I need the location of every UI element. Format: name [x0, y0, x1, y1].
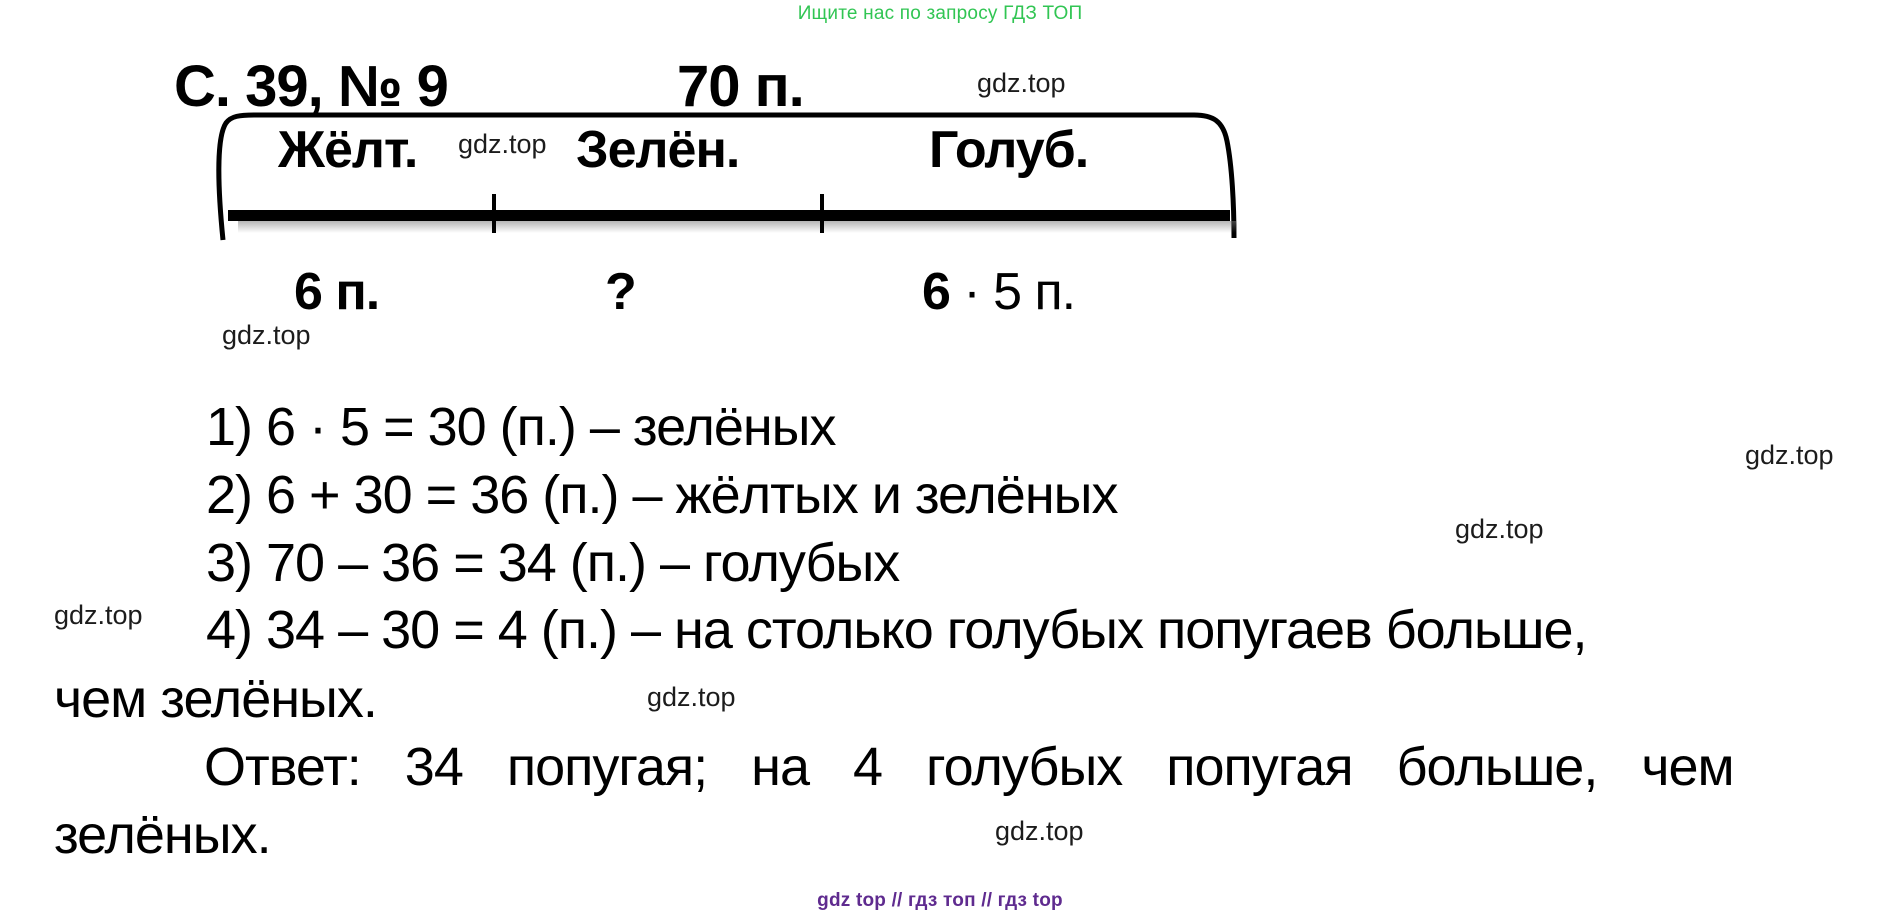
watermark-mid-1: gdz.top: [647, 682, 736, 712]
value-blue-bold: 6: [922, 263, 950, 321]
promo-header: Ищите нас по запросу ГДЗ ТОП: [797, 3, 1083, 24]
value-green: ?: [605, 263, 636, 321]
value-blue: [922, 263, 1076, 321]
label-green: Зелён.: [576, 121, 740, 179]
watermark-bracket: gdz.top: [458, 129, 547, 159]
watermark-right-1: gdz.top: [1745, 440, 1834, 470]
solution-step-4: 4) 34 – 30 = 4 (п.) – на столько голубых попугаев больше,: [206, 600, 1587, 660]
answer-line-2: зелёных.: [54, 805, 271, 865]
watermark-mid-2: gdz.top: [995, 816, 1084, 846]
segment-bar: [228, 210, 1230, 221]
answer-line-1: Ответ: 34 попугая; на 4 голубых попугая больше, чем: [204, 737, 1734, 797]
segment-bar-shadow: [238, 221, 1236, 233]
solution-step-1: 1) 6 · 5 = 30 (п.) – зелёных: [206, 397, 836, 457]
solution-step-4-wrap: чем зелёных.: [54, 669, 377, 729]
watermark-under-values: gdz.top: [222, 320, 311, 350]
solution-step-2: 2) 6 + 30 = 36 (п.) – жёлтых и зелёных: [206, 465, 1118, 525]
site-footer: gdz top // гдз топ // гдз top: [817, 890, 1063, 911]
solution-step-3: 3) 70 – 36 = 34 (п.) – голубых: [206, 533, 900, 593]
problem-reference: С. 39, № 9: [174, 54, 448, 119]
watermark-left: gdz.top: [54, 600, 143, 630]
label-blue: Голуб.: [929, 121, 1089, 179]
value-yellow: 6 п.: [294, 263, 380, 321]
watermark-right-2: gdz.top: [1455, 514, 1544, 544]
value-blue-rest: · 5 п.: [949, 263, 1076, 321]
watermark-top: gdz.top: [977, 68, 1066, 98]
label-yellow: Жёлт.: [278, 121, 418, 179]
total-parrots-label: 70 п.: [677, 54, 804, 119]
